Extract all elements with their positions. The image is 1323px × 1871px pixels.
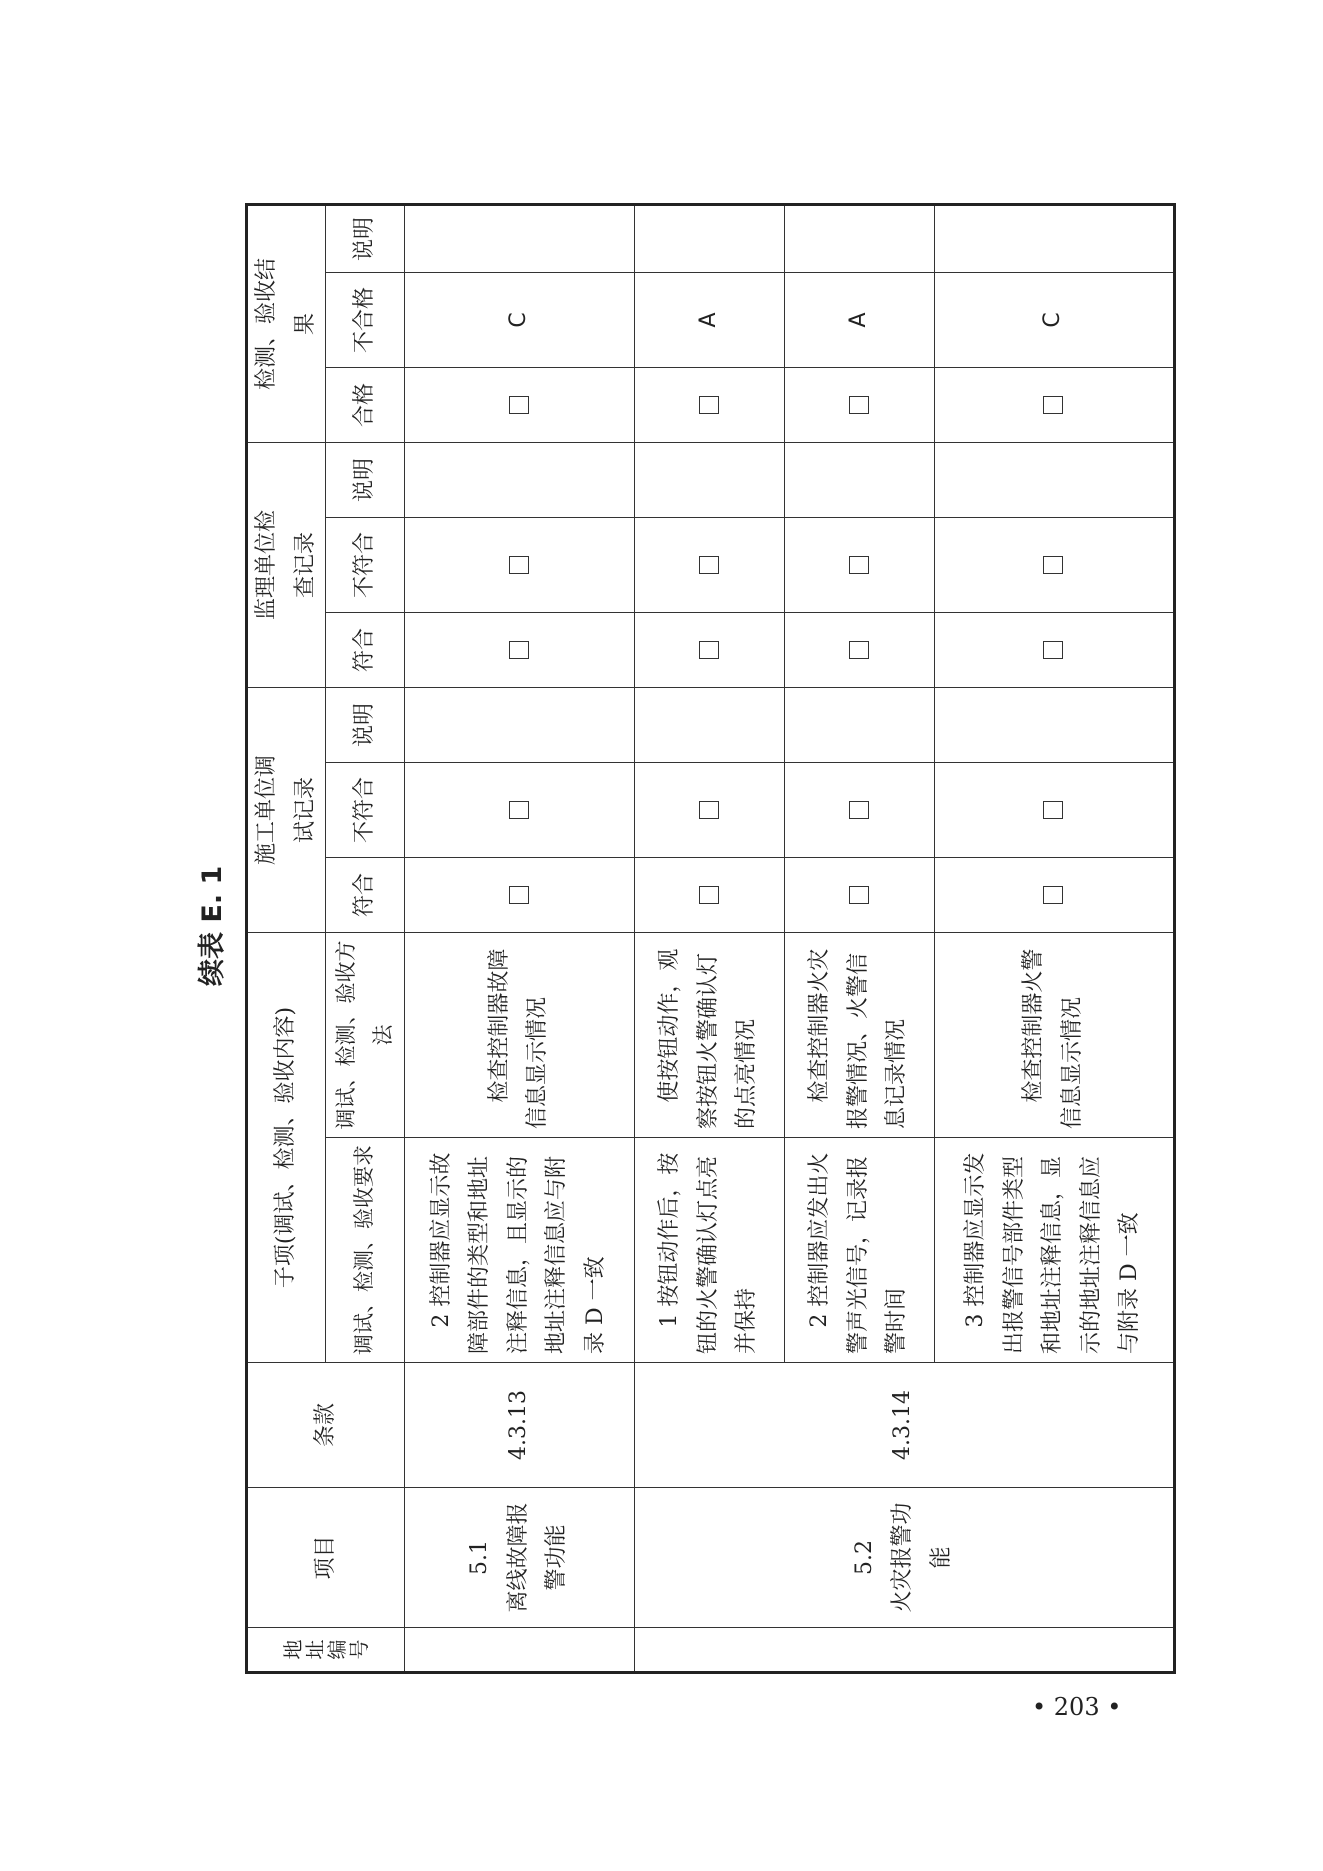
table-title: 续表 E. 1 (197, 865, 228, 986)
result-pass-cell[interactable] (784, 367, 934, 442)
clause-cell: 4.3.13 (404, 1363, 634, 1488)
construction-conform-cell[interactable] (404, 857, 634, 932)
checkbox[interactable] (509, 396, 529, 414)
project-cell (404, 1488, 634, 1628)
result-fail-cell (634, 272, 784, 367)
result-pass-cell[interactable] (404, 367, 634, 442)
header-supervision-conform: 符合 (326, 612, 405, 687)
checkbox[interactable] (1043, 396, 1063, 414)
method-cell: 检查控制器火警信息显示情况 (934, 932, 1174, 1137)
requirement-cell: 2 控制器应发出火警声光信号，记录报警时间 (784, 1138, 934, 1363)
construction-nonconform-cell[interactable] (784, 762, 934, 857)
checkbox[interactable] (849, 556, 869, 574)
result-note-cell (634, 204, 784, 272)
header-requirements: 调试、检测、验收要求 (326, 1138, 405, 1363)
supervision-nonconform-cell[interactable] (634, 517, 784, 612)
construction-conform-cell[interactable] (634, 857, 784, 932)
method-cell: 检查控制器故障信息显示情况 (404, 932, 634, 1137)
result-note-cell (784, 204, 934, 272)
supervision-nonconform-cell[interactable] (934, 517, 1174, 612)
header-construction-nonconform: 不符合 (326, 762, 405, 857)
clause-cell: 4.3.14 (634, 1363, 1174, 1488)
checkbox[interactable] (1043, 886, 1063, 904)
requirement-cell: 2 控制器应显示故障部件的类型和地址注释信息，且显示的地址注释信息应与附录 D 一致 (404, 1138, 634, 1363)
project-cell (634, 1488, 1174, 1628)
checkbox[interactable] (509, 556, 529, 574)
result-pass-cell[interactable] (934, 367, 1174, 442)
address-code-cell (634, 1628, 1174, 1673)
table-row (634, 204, 784, 1672)
fail-grade: A (695, 312, 721, 328)
method-cell: 使按钮动作，观察按钮火警确认灯的点亮情况 (634, 932, 784, 1137)
checkbox[interactable] (849, 801, 869, 819)
table-row (404, 204, 634, 1672)
supervision-conform-cell[interactable] (404, 612, 634, 687)
header-methods: 调试、检测、验收方法 (326, 932, 405, 1137)
supervision-note-cell (934, 442, 1174, 517)
supervision-note-cell (634, 442, 784, 517)
header-supervision-nonconform: 不符合 (326, 517, 405, 612)
result-fail-cell (934, 272, 1174, 367)
project-number: 5.1 (467, 1540, 493, 1575)
project-number: 5.2 (851, 1540, 877, 1575)
header-result-pass: 合格 (326, 367, 405, 442)
requirement-cell: 3 控制器应显示发出报警信号部件类型和地址注释信息，显示的地址注释信息应与附录 D 一致 (934, 1138, 1174, 1363)
page-number: • 203 • (1032, 1693, 1122, 1721)
fail-grade: A (845, 312, 871, 328)
header-project: 项目 (247, 1488, 405, 1628)
inspection-table (245, 203, 1176, 1674)
result-pass-cell[interactable] (634, 367, 784, 442)
supervision-nonconform-cell[interactable] (404, 517, 634, 612)
checkbox[interactable] (509, 801, 529, 819)
supervision-note-cell (404, 442, 634, 517)
header-result-fail: 不合格 (326, 272, 405, 367)
construction-note-cell (404, 687, 634, 762)
checkbox[interactable] (509, 641, 529, 659)
supervision-nonconform-cell[interactable] (784, 517, 934, 612)
checkbox[interactable] (1043, 641, 1063, 659)
construction-nonconform-cell[interactable] (934, 762, 1174, 857)
header-subitem-group: 子项(调试、检测、验收内容) (247, 932, 326, 1362)
fail-grade: C (505, 312, 531, 328)
method-cell: 检查控制器火灾报警情况、火警信息记录情况 (784, 932, 934, 1137)
checkbox[interactable] (699, 396, 719, 414)
construction-conform-cell[interactable] (784, 857, 934, 932)
checkbox[interactable] (1043, 556, 1063, 574)
fail-grade: C (1040, 312, 1066, 328)
supervision-conform-cell[interactable] (634, 612, 784, 687)
checkbox[interactable] (699, 556, 719, 574)
result-fail-cell (784, 272, 934, 367)
checkbox[interactable] (699, 886, 719, 904)
header-supervision-note: 说明 (326, 442, 405, 517)
result-fail-cell (404, 272, 634, 367)
header-construction-conform: 符合 (326, 857, 405, 932)
header-construction-note: 说明 (326, 687, 405, 762)
supervision-conform-cell[interactable] (934, 612, 1174, 687)
construction-conform-cell[interactable] (934, 857, 1174, 932)
checkbox[interactable] (1043, 801, 1063, 819)
supervision-conform-cell[interactable] (784, 612, 934, 687)
construction-nonconform-cell[interactable] (404, 762, 634, 857)
header-result-group: 检测、验收结果 (247, 204, 326, 442)
checkbox[interactable] (509, 886, 529, 904)
header-address-code: 地址编号 (247, 1628, 405, 1673)
construction-note-cell (634, 687, 784, 762)
result-note-cell (934, 204, 1174, 272)
checkbox[interactable] (699, 801, 719, 819)
project-name: 火灾报警功能 (890, 1502, 954, 1613)
checkbox[interactable] (699, 641, 719, 659)
requirement-cell: 1 按钮动作后，按钮的火警确认灯点亮并保持 (634, 1138, 784, 1363)
header-supervision-group: 监理单位检查记录 (247, 442, 326, 687)
construction-note-cell (934, 687, 1174, 762)
construction-nonconform-cell[interactable] (634, 762, 784, 857)
address-code-cell (404, 1628, 634, 1673)
result-note-cell (404, 204, 634, 272)
supervision-note-cell (784, 442, 934, 517)
header-clause: 条款 (247, 1363, 405, 1488)
construction-note-cell (784, 687, 934, 762)
project-name: 离线故障报警功能 (505, 1502, 570, 1613)
rotated-table-container (245, 206, 1149, 1674)
checkbox[interactable] (849, 886, 869, 904)
header-result-note: 说明 (326, 204, 405, 272)
header-construction-group: 施工单位调试记录 (247, 687, 326, 932)
checkbox[interactable] (849, 396, 869, 414)
checkbox[interactable] (849, 641, 869, 659)
